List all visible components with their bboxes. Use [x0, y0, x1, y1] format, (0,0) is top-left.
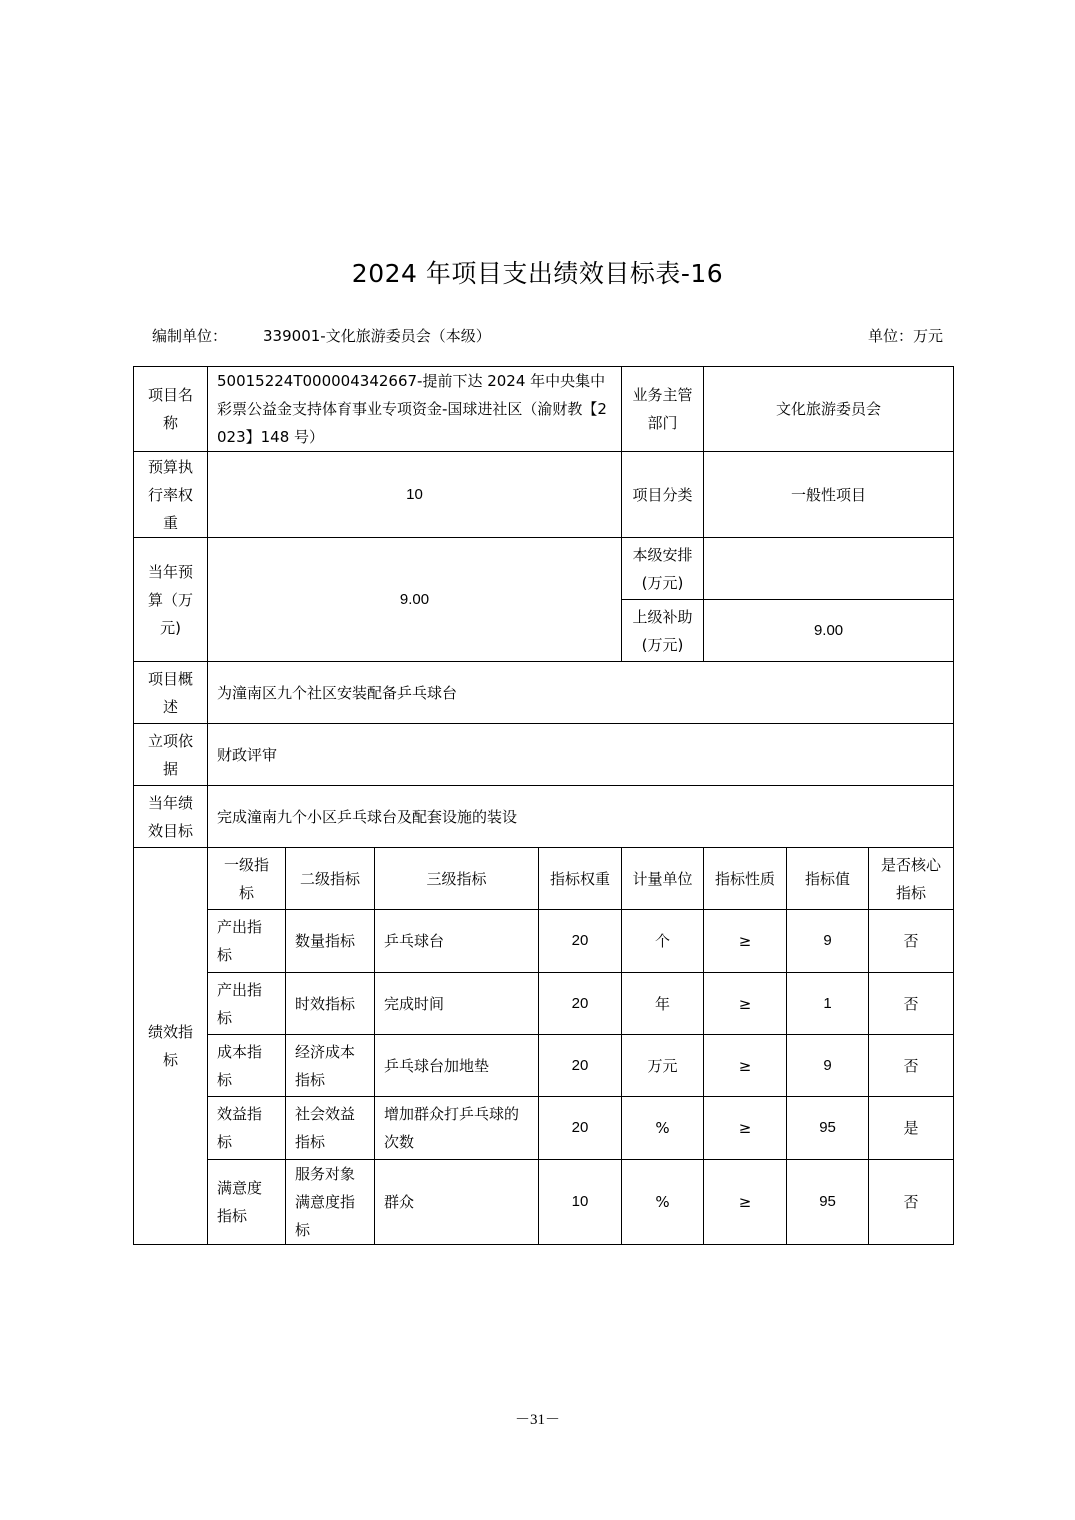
- performance-target-table: [133, 366, 954, 1245]
- indicator-header-row: [134, 848, 954, 910]
- budget-row: [134, 538, 954, 600]
- local-value: [704, 538, 954, 600]
- indicator-value: 9: [787, 910, 869, 973]
- indicator-level3: 群众: [375, 1160, 539, 1245]
- indicator-weight: 20: [539, 1035, 622, 1097]
- goal-value: 完成潼南九个小区乒乓球台及配套设施的装设: [208, 786, 954, 848]
- indicator-value: 95: [787, 1097, 869, 1160]
- project-name-value: 50015224T000004342667-提前下达 2024 年中央集中彩票公益金支持体育事业专项资金-国球进社区（渝财教【2023】148 号）: [208, 367, 622, 452]
- indicator-nature: ≥: [704, 1160, 787, 1245]
- compiling-unit-value: 339001-文化旅游委员会（本级）: [263, 327, 491, 345]
- indicator-nature: ≥: [704, 973, 787, 1035]
- indicator-nature: ≥: [704, 910, 787, 973]
- indicator-weight: 20: [539, 1097, 622, 1160]
- indicator-level3: 完成时间: [375, 973, 539, 1035]
- indicator-level2: 数量指标: [286, 910, 375, 973]
- indicator-row: [134, 910, 954, 973]
- indicator-row: [134, 1035, 954, 1097]
- project-name-label: 项目名称: [134, 367, 208, 452]
- basis-label: 立项依据: [134, 724, 208, 786]
- overview-label: 项目概述: [134, 662, 208, 724]
- indicator-core: 否: [869, 1160, 954, 1245]
- header-level3: 三级指标: [375, 848, 539, 910]
- indicator-row: [134, 973, 954, 1035]
- indicator-unit: 年: [622, 973, 704, 1035]
- header-level2: 二级指标: [286, 848, 375, 910]
- indicator-weight: 20: [539, 910, 622, 973]
- indicator-level3: 增加群众打乒乓球的次数: [375, 1097, 539, 1160]
- indicator-row: [134, 1097, 954, 1160]
- superior-label: 上级补助(万元): [622, 600, 704, 662]
- exec-rate-value: 10: [208, 452, 622, 538]
- dept-label: 业务主管部门: [622, 367, 704, 452]
- exec-rate-row: [134, 452, 954, 538]
- indicator-value: 95: [787, 1160, 869, 1245]
- indicator-level1: 效益指标: [208, 1097, 286, 1160]
- indicator-level1: 产出指标: [208, 910, 286, 973]
- basis-value: 财政评审: [208, 724, 954, 786]
- indicator-weight: 20: [539, 973, 622, 1035]
- indicator-row: [134, 1160, 954, 1245]
- indicator-level3: 乒乓球台加地垫: [375, 1035, 539, 1097]
- basis-row: [134, 724, 954, 786]
- header-value: 指标值: [787, 848, 869, 910]
- page-number: －31－: [514, 1412, 560, 1428]
- category-label: 项目分类: [622, 452, 704, 538]
- indicator-unit: 个: [622, 910, 704, 973]
- header-level1: 一级指标: [208, 848, 286, 910]
- dept-value: 文化旅游委员会: [704, 367, 954, 452]
- goal-row: [134, 786, 954, 848]
- indicator-level2: 服务对象满意度指标: [286, 1160, 375, 1245]
- indicator-nature: ≥: [704, 1097, 787, 1160]
- indicator-value: 9: [787, 1035, 869, 1097]
- header-core: 是否核心指标: [869, 848, 954, 910]
- indicator-core: 否: [869, 973, 954, 1035]
- header-nature: 指标性质: [704, 848, 787, 910]
- indicator-core: 否: [869, 1035, 954, 1097]
- indicator-unit: %: [622, 1097, 704, 1160]
- budget-value: 9.00: [208, 538, 622, 662]
- overview-value: 为潼南区九个社区安装配备乒乓球台: [208, 662, 954, 724]
- indicators-section-label: 绩效指标: [134, 848, 208, 1245]
- indicator-nature: ≥: [704, 1035, 787, 1097]
- indicator-level1: 满意度指标: [208, 1160, 286, 1245]
- indicator-core: 是: [869, 1097, 954, 1160]
- indicator-level1: 成本指标: [208, 1035, 286, 1097]
- category-value: 一般性项目: [704, 452, 954, 538]
- indicator-value: 1: [787, 973, 869, 1035]
- compiling-unit-label: 编制单位：: [152, 327, 228, 345]
- compiling-unit: [152, 325, 491, 346]
- exec-rate-label: 预算执行率权重: [134, 452, 208, 538]
- indicator-core: 否: [869, 910, 954, 973]
- indicator-level2: 经济成本指标: [286, 1035, 375, 1097]
- superior-value: 9.00: [704, 600, 954, 662]
- indicator-unit: %: [622, 1160, 704, 1245]
- goal-label: 当年绩效目标: [134, 786, 208, 848]
- page-title: 2024 年项目支出绩效目标表-16: [351, 259, 724, 288]
- local-label: 本级安排(万元): [622, 538, 704, 600]
- currency-unit: 单位：万元: [867, 327, 943, 345]
- overview-row: [134, 662, 954, 724]
- indicator-level1: 产出指标: [208, 973, 286, 1035]
- header-weight: 指标权重: [539, 848, 622, 910]
- header-unit: 计量单位: [622, 848, 704, 910]
- indicator-level2: 时效指标: [286, 973, 375, 1035]
- indicator-weight: 10: [539, 1160, 622, 1245]
- indicator-unit: 万元: [622, 1035, 704, 1097]
- indicator-level2: 社会效益指标: [286, 1097, 375, 1160]
- indicator-level3: 乒乓球台: [375, 910, 539, 973]
- project-name-row: [134, 367, 954, 452]
- budget-label: 当年预算（万元): [134, 538, 208, 662]
